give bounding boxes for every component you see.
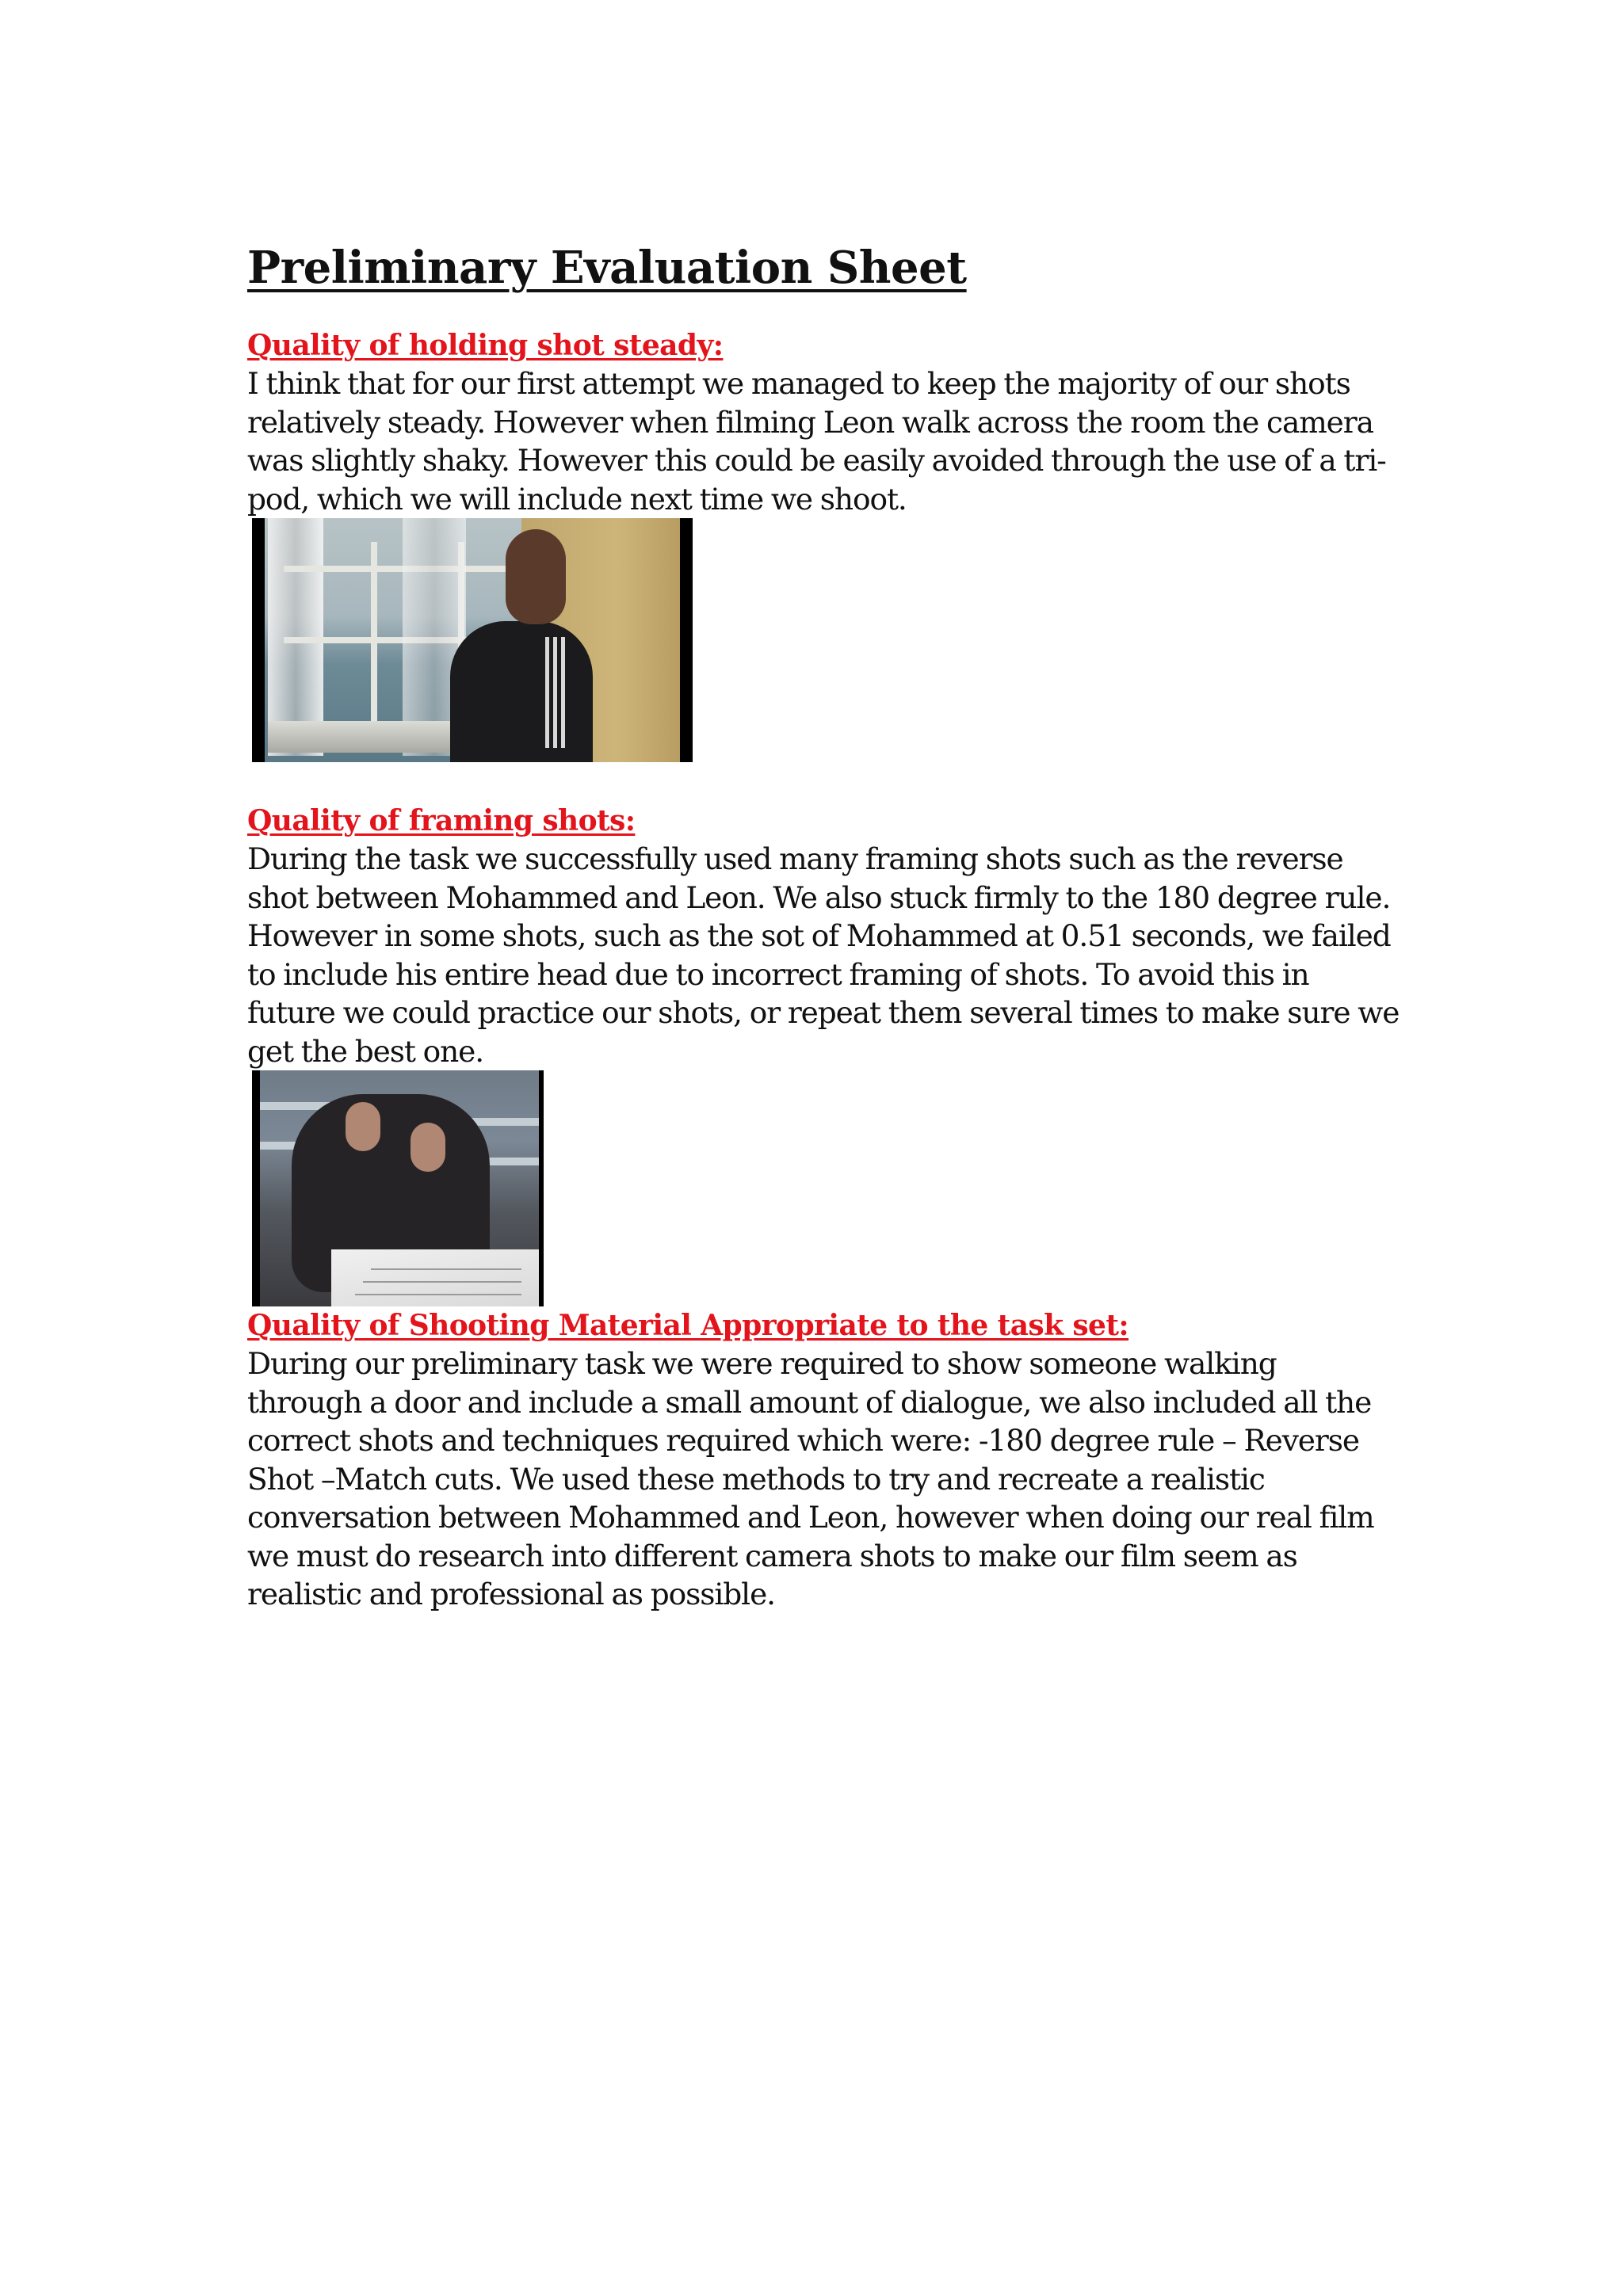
body-line: However in some shots, such as the sot of Mohammed at 0.51 seconds, we failed xyxy=(247,918,1391,953)
body-line: I think that for our first attempt we managed to keep the majority of our shots xyxy=(247,366,1350,401)
section-heading-material: Quality of Shooting Material Appropriate to the task set: xyxy=(247,1309,1129,1342)
document-page xyxy=(247,230,1400,1614)
body-line: During our preliminary task we were required to show someone walking xyxy=(247,1346,1277,1381)
section-body-material xyxy=(247,1344,1388,1614)
video-still-walking xyxy=(252,518,693,762)
body-line: relatively steady. However when filming Leon walk across the room the camera xyxy=(247,404,1373,440)
body-line: to include his entire head due to incorrect framing of shots. To avoid this in xyxy=(247,956,1309,992)
body-line: During the task we successfully used many framing shots such as the reverse xyxy=(247,841,1343,876)
body-line: get the best one. xyxy=(247,1033,484,1069)
section-heading-steady: Quality of holding shot steady: xyxy=(247,329,724,362)
video-still-desk xyxy=(252,1070,544,1306)
body-line: correct shots and techniques required which were: -180 degree rule – Reverse xyxy=(247,1423,1359,1458)
body-line: was slightly shaky. However this could be easily avoided through the use of a tri- xyxy=(247,443,1386,478)
body-line: shot between Mohammed and Leon. We also stuck firmly to the 180 degree rule. xyxy=(247,879,1391,915)
body-line: Shot –Match cuts. We used these methods to try and recreate a realistic xyxy=(247,1461,1265,1497)
section-heading-framing: Quality of framing shots: xyxy=(247,804,636,837)
section-body-steady xyxy=(247,364,1388,518)
page-title: Preliminary Evaluation Sheet xyxy=(247,242,967,294)
body-line: through a door and include a small amount of dialogue, we also included all the xyxy=(247,1384,1372,1420)
section-body-framing xyxy=(247,840,1400,1070)
body-line: pod, which we will include next time we shoot. xyxy=(247,481,907,517)
body-line: realistic and professional as possible. xyxy=(247,1577,775,1611)
body-line: future we could practice our shots, or repeat them several times to make sure we xyxy=(247,995,1400,1030)
body-line: we must do research into different camera shots to make our film seem as xyxy=(247,1538,1297,1573)
body-line: conversation between Mohammed and Leon, however when doing our real film xyxy=(247,1500,1374,1535)
